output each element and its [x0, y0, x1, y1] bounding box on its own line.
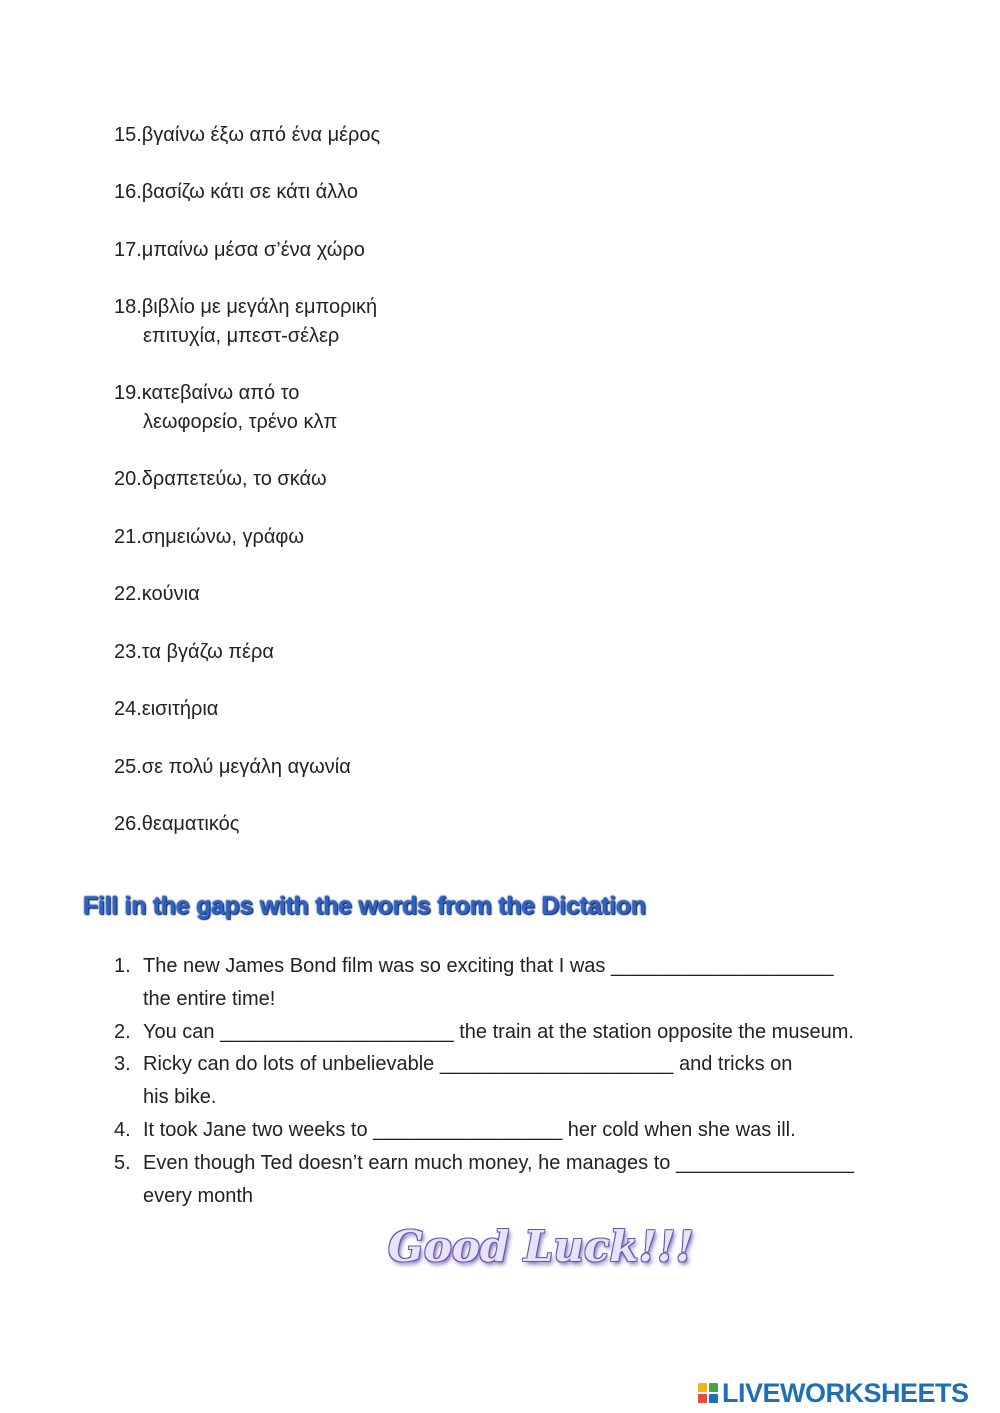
exercise-line: [114, 1147, 934, 1180]
vocabulary-item: [114, 753, 351, 782]
logo-square-1: [698, 1383, 707, 1392]
vocabulary-text: 20.δραπετεύω, το σκάω: [114, 468, 327, 490]
vocabulary-text: 21.σημειώνω, γράφω: [114, 526, 305, 548]
exercise-sentence[interactable]: You can _____________________ the train at the station opposite the museum.: [143, 1021, 854, 1043]
exercise-item: [114, 1147, 934, 1213]
logo-square-3: [698, 1394, 707, 1403]
vocabulary-item: [114, 695, 218, 724]
vocabulary-item: [114, 810, 239, 839]
exercise-sentence[interactable]: Even though Ted doesn’t earn much money, he manages to ________________: [143, 1152, 854, 1174]
exercise-sentence-continued: his bike.: [143, 1086, 217, 1108]
exercise-sentence[interactable]: It took Jane two weeks to _________________ her cold when she was ill.: [143, 1119, 796, 1141]
vocabulary-item: [114, 580, 200, 609]
good-luck-text: Good Luck!!!: [388, 1222, 694, 1271]
vocabulary-text: 25.σε πολύ μεγάλη αγωνία: [114, 756, 351, 778]
vocabulary-text: 22.κούνια: [114, 583, 200, 605]
exercise-line: [114, 1114, 934, 1147]
vocabulary-item: [114, 379, 337, 437]
exercise-line: [114, 1016, 934, 1049]
exercise-number: 2.: [114, 1021, 131, 1043]
liveworksheets-logo-icon: [698, 1383, 718, 1403]
liveworksheets-brand[interactable]: [698, 1378, 969, 1408]
vocabulary-text: 18.βιβλίο με μεγάλη εμπορική: [114, 296, 378, 318]
vocabulary-item: [114, 178, 358, 207]
vocabulary-item: [114, 121, 380, 150]
exercise-sentence-continued: every month: [143, 1185, 254, 1207]
exercise-sentence[interactable]: Ricky can do lots of unbelievable _____________________ and tricks on: [143, 1053, 793, 1075]
vocabulary-item: [114, 638, 274, 667]
logo-square-2: [709, 1383, 718, 1392]
exercise-number: 3.: [114, 1053, 131, 1075]
exercise-line: [114, 950, 934, 983]
exercise-item: [114, 1016, 934, 1049]
vocabulary-text: 19.κατεβαίνω από το: [114, 382, 300, 404]
vocabulary-text: 17.μπαίνω μέσα σ’ένα χώρο: [114, 239, 365, 261]
exercise-sentence-continued: the entire time!: [143, 988, 276, 1010]
vocabulary-text: 24.εισιτήρια: [114, 698, 219, 720]
vocabulary-text: 15.βγαίνω έξω από ένα μέρος: [114, 124, 381, 146]
liveworksheets-wordmark: LIVEWORKSHEETS: [722, 1377, 969, 1408]
exercise-heading: Fill in the gaps with the words from the Dictation: [83, 892, 646, 920]
exercise-number: 1.: [114, 955, 131, 977]
vocabulary-item: [114, 236, 365, 265]
vocabulary-item: [114, 293, 377, 351]
vocabulary-text: 23.τα βγάζω πέρα: [114, 641, 274, 663]
exercise-sentence[interactable]: The new James Bond film was so exciting that I was ____________________: [143, 955, 834, 977]
exercise-line: [114, 1048, 934, 1081]
vocabulary-item: [114, 465, 327, 494]
exercise-number: 4.: [114, 1119, 131, 1141]
vocabulary-text-continued: λεωφορείο, τρένο κλπ: [143, 411, 338, 433]
exercise-item: [114, 950, 934, 1016]
exercise-item: [114, 1048, 934, 1114]
vocabulary-text: 16.βασίζω κάτι σε κάτι άλλο: [114, 181, 358, 203]
vocabulary-text-continued: επιτυχία, μπεστ-σέλερ: [143, 325, 340, 347]
logo-square-4: [709, 1394, 718, 1403]
vocabulary-item: [114, 523, 304, 552]
exercise-number: 5.: [114, 1152, 131, 1174]
vocabulary-text: 26.θεαματικός: [114, 813, 240, 835]
exercise-item: [114, 1114, 934, 1147]
